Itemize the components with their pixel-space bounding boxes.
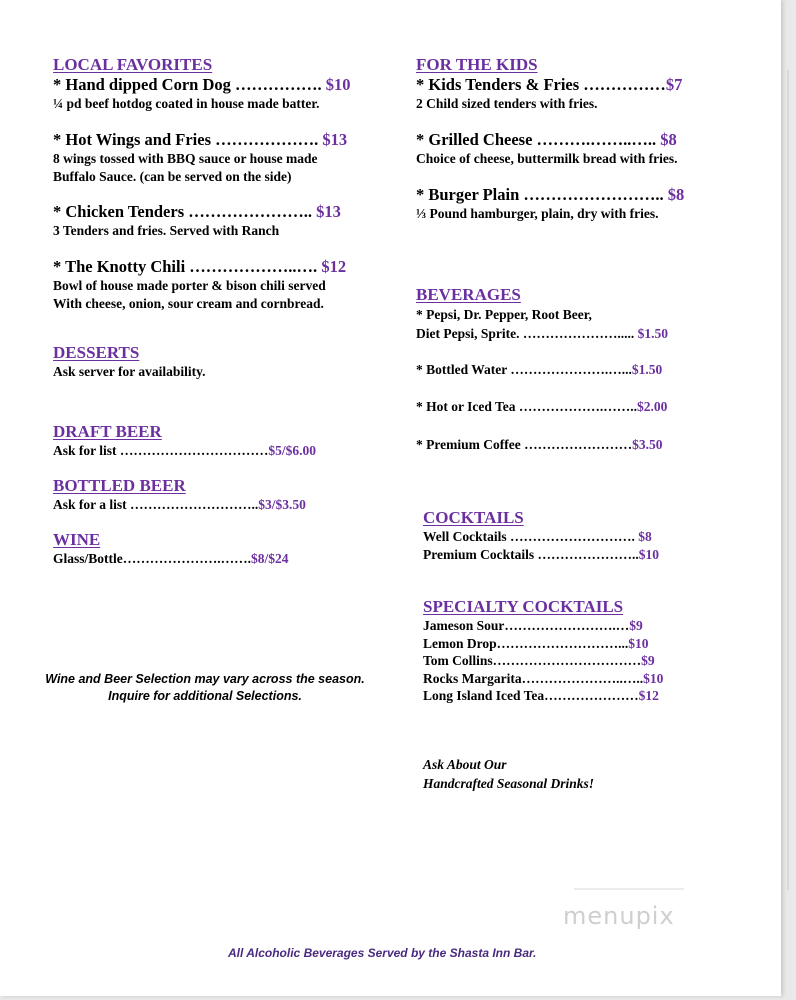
item-price: $9 — [629, 618, 643, 633]
item-name: * Chicken Tenders ………………….. — [53, 202, 317, 221]
page-edge — [787, 70, 789, 890]
item-price: $8 — [638, 529, 652, 544]
cocktails-section — [423, 508, 659, 563]
item-price: $7 — [665, 75, 683, 94]
menu-item — [53, 75, 351, 113]
item-price: $1.50 — [631, 362, 663, 377]
note-line: Wine and Beer Selection may vary across the season. — [45, 672, 365, 686]
item-description: 8 wings tossed with BBQ sauce or house made — [53, 151, 318, 166]
menu-item — [53, 257, 346, 313]
beverage-item — [416, 436, 662, 454]
item-description: ¼ pd beef hotdog coated in house made batter. — [53, 96, 320, 111]
item-name: Lemon Drop………………………... — [423, 635, 629, 651]
item-price: $3.50 — [632, 437, 663, 452]
section-title-beverages: BEVERAGES — [416, 285, 521, 304]
item-price: $3/$3.50 — [258, 497, 306, 512]
section-title-specialty-cocktails: SPECIALTY COCKTAILS — [423, 597, 624, 616]
section-title-desserts: DESSERTS — [53, 343, 140, 362]
item-price: $2.00 — [637, 399, 668, 414]
item-name: Glass/Bottle………………….……. — [53, 551, 251, 566]
menupix-watermark: menupix — [563, 902, 675, 930]
item-name: Ask for a list ……………………….. — [53, 497, 259, 512]
item-name: * Hand dipped Corn Dog ……………. — [53, 75, 326, 94]
section-title-cocktails: COCKTAILS — [423, 508, 524, 527]
footer-note: All Alcoholic Beverages Served by the Shasta Inn Bar. — [228, 946, 537, 960]
item-price: $10 — [628, 635, 649, 651]
item-name: Well Cocktails ………………………. — [423, 529, 639, 544]
item-price: $12 — [638, 688, 659, 703]
section-title-wine: WINE — [53, 530, 101, 549]
item-name: * Pepsi, Dr. Pepper, Root Beer, — [416, 307, 592, 322]
item-name: * Hot Wings and Fries ………………. — [53, 130, 323, 149]
item-price: $5/$6.00 — [268, 443, 317, 458]
menu-item — [416, 130, 677, 168]
item-price: $10 — [643, 670, 664, 686]
bottled-beer-section — [53, 476, 306, 514]
item-price: $9 — [641, 653, 655, 668]
item-name: Long Island Iced Tea………………… — [423, 688, 639, 703]
beverage-item — [416, 361, 662, 379]
item-price: $8/$24 — [251, 551, 289, 566]
menu-item — [416, 185, 684, 223]
item-name: Diet Pepsi, Sprite. …………………..... — [416, 326, 638, 341]
item-name: * Kids Tenders & Fries …………… — [416, 75, 666, 94]
menu-item — [53, 130, 347, 186]
beverage-item — [416, 305, 668, 343]
item-description: With cheese, onion, sour cream and cornbread. — [53, 296, 324, 311]
note-line: Inquire for additional Selections. — [108, 689, 302, 703]
menu-item — [416, 75, 682, 113]
watermark-bar — [574, 888, 684, 890]
item-price: $10 — [638, 546, 659, 562]
note-line: Handcrafted Seasonal Drinks! — [423, 776, 595, 791]
item-name: Jameson Sour…………………….… — [423, 618, 630, 633]
item-description: Choice of cheese, buttermilk bread with fries. — [416, 151, 678, 166]
section-title-for-the-kids: FOR THE KIDS — [416, 55, 538, 74]
item-price: $10 — [325, 75, 351, 94]
section-title-bottled-beer: BOTTLED BEER — [53, 476, 186, 495]
note-line: Ask About Our — [423, 757, 507, 772]
item-description: Ask server for availability. — [53, 364, 206, 379]
specialty-cocktails-section — [423, 597, 663, 705]
item-price: $13 — [316, 202, 341, 221]
item-price: $1.50 — [637, 326, 668, 341]
item-price: $13 — [322, 130, 348, 149]
draft-beer-section — [53, 422, 316, 460]
beverages-section — [416, 285, 521, 305]
item-name: Ask for list …………………………… — [53, 443, 269, 458]
item-description: Buffalo Sauce. (can be served on the side) — [53, 169, 292, 184]
item-description: ⅓ Pound hamburger, plain, dry with fries. — [416, 206, 659, 221]
item-price: $12 — [321, 257, 347, 276]
item-name: * The Knotty Chili ………………..…. — [53, 257, 322, 276]
seasonal-drinks-note — [423, 755, 594, 793]
wine-beer-note — [40, 671, 370, 705]
item-price: $8 — [660, 130, 677, 149]
item-name: Tom Collins…………………………… — [423, 653, 642, 668]
section-title-draft-beer: DRAFT BEER — [53, 422, 162, 441]
beverage-item — [416, 398, 667, 416]
item-name: * Bottled Water ………………….…... — [416, 362, 632, 377]
menu-item — [53, 202, 341, 240]
for-the-kids-section — [416, 55, 538, 75]
item-name: * Grilled Cheese ……….……..….. — [416, 130, 661, 149]
local-favorites-section — [53, 55, 212, 75]
item-name: * Hot or Iced Tea ……………….…….. — [416, 399, 638, 414]
item-price: $8 — [667, 185, 685, 204]
item-description: Bowl of house made porter & bison chili served — [53, 278, 326, 293]
item-description: 3 Tenders and fries. Served with Ranch — [53, 223, 280, 238]
item-description: 2 Child sized tenders with fries. — [416, 96, 598, 111]
section-title-local-favorites: LOCAL FAVORITES — [53, 55, 213, 74]
item-name: Premium Cocktails ………………….. — [423, 546, 639, 562]
item-name: Rocks Margarita…………………..….. — [423, 670, 644, 686]
desserts-section — [53, 343, 206, 381]
item-name: * Premium Coffee …………………… — [416, 437, 633, 452]
wine-section — [53, 530, 289, 568]
item-name: * Burger Plain …………………….. — [416, 185, 668, 204]
